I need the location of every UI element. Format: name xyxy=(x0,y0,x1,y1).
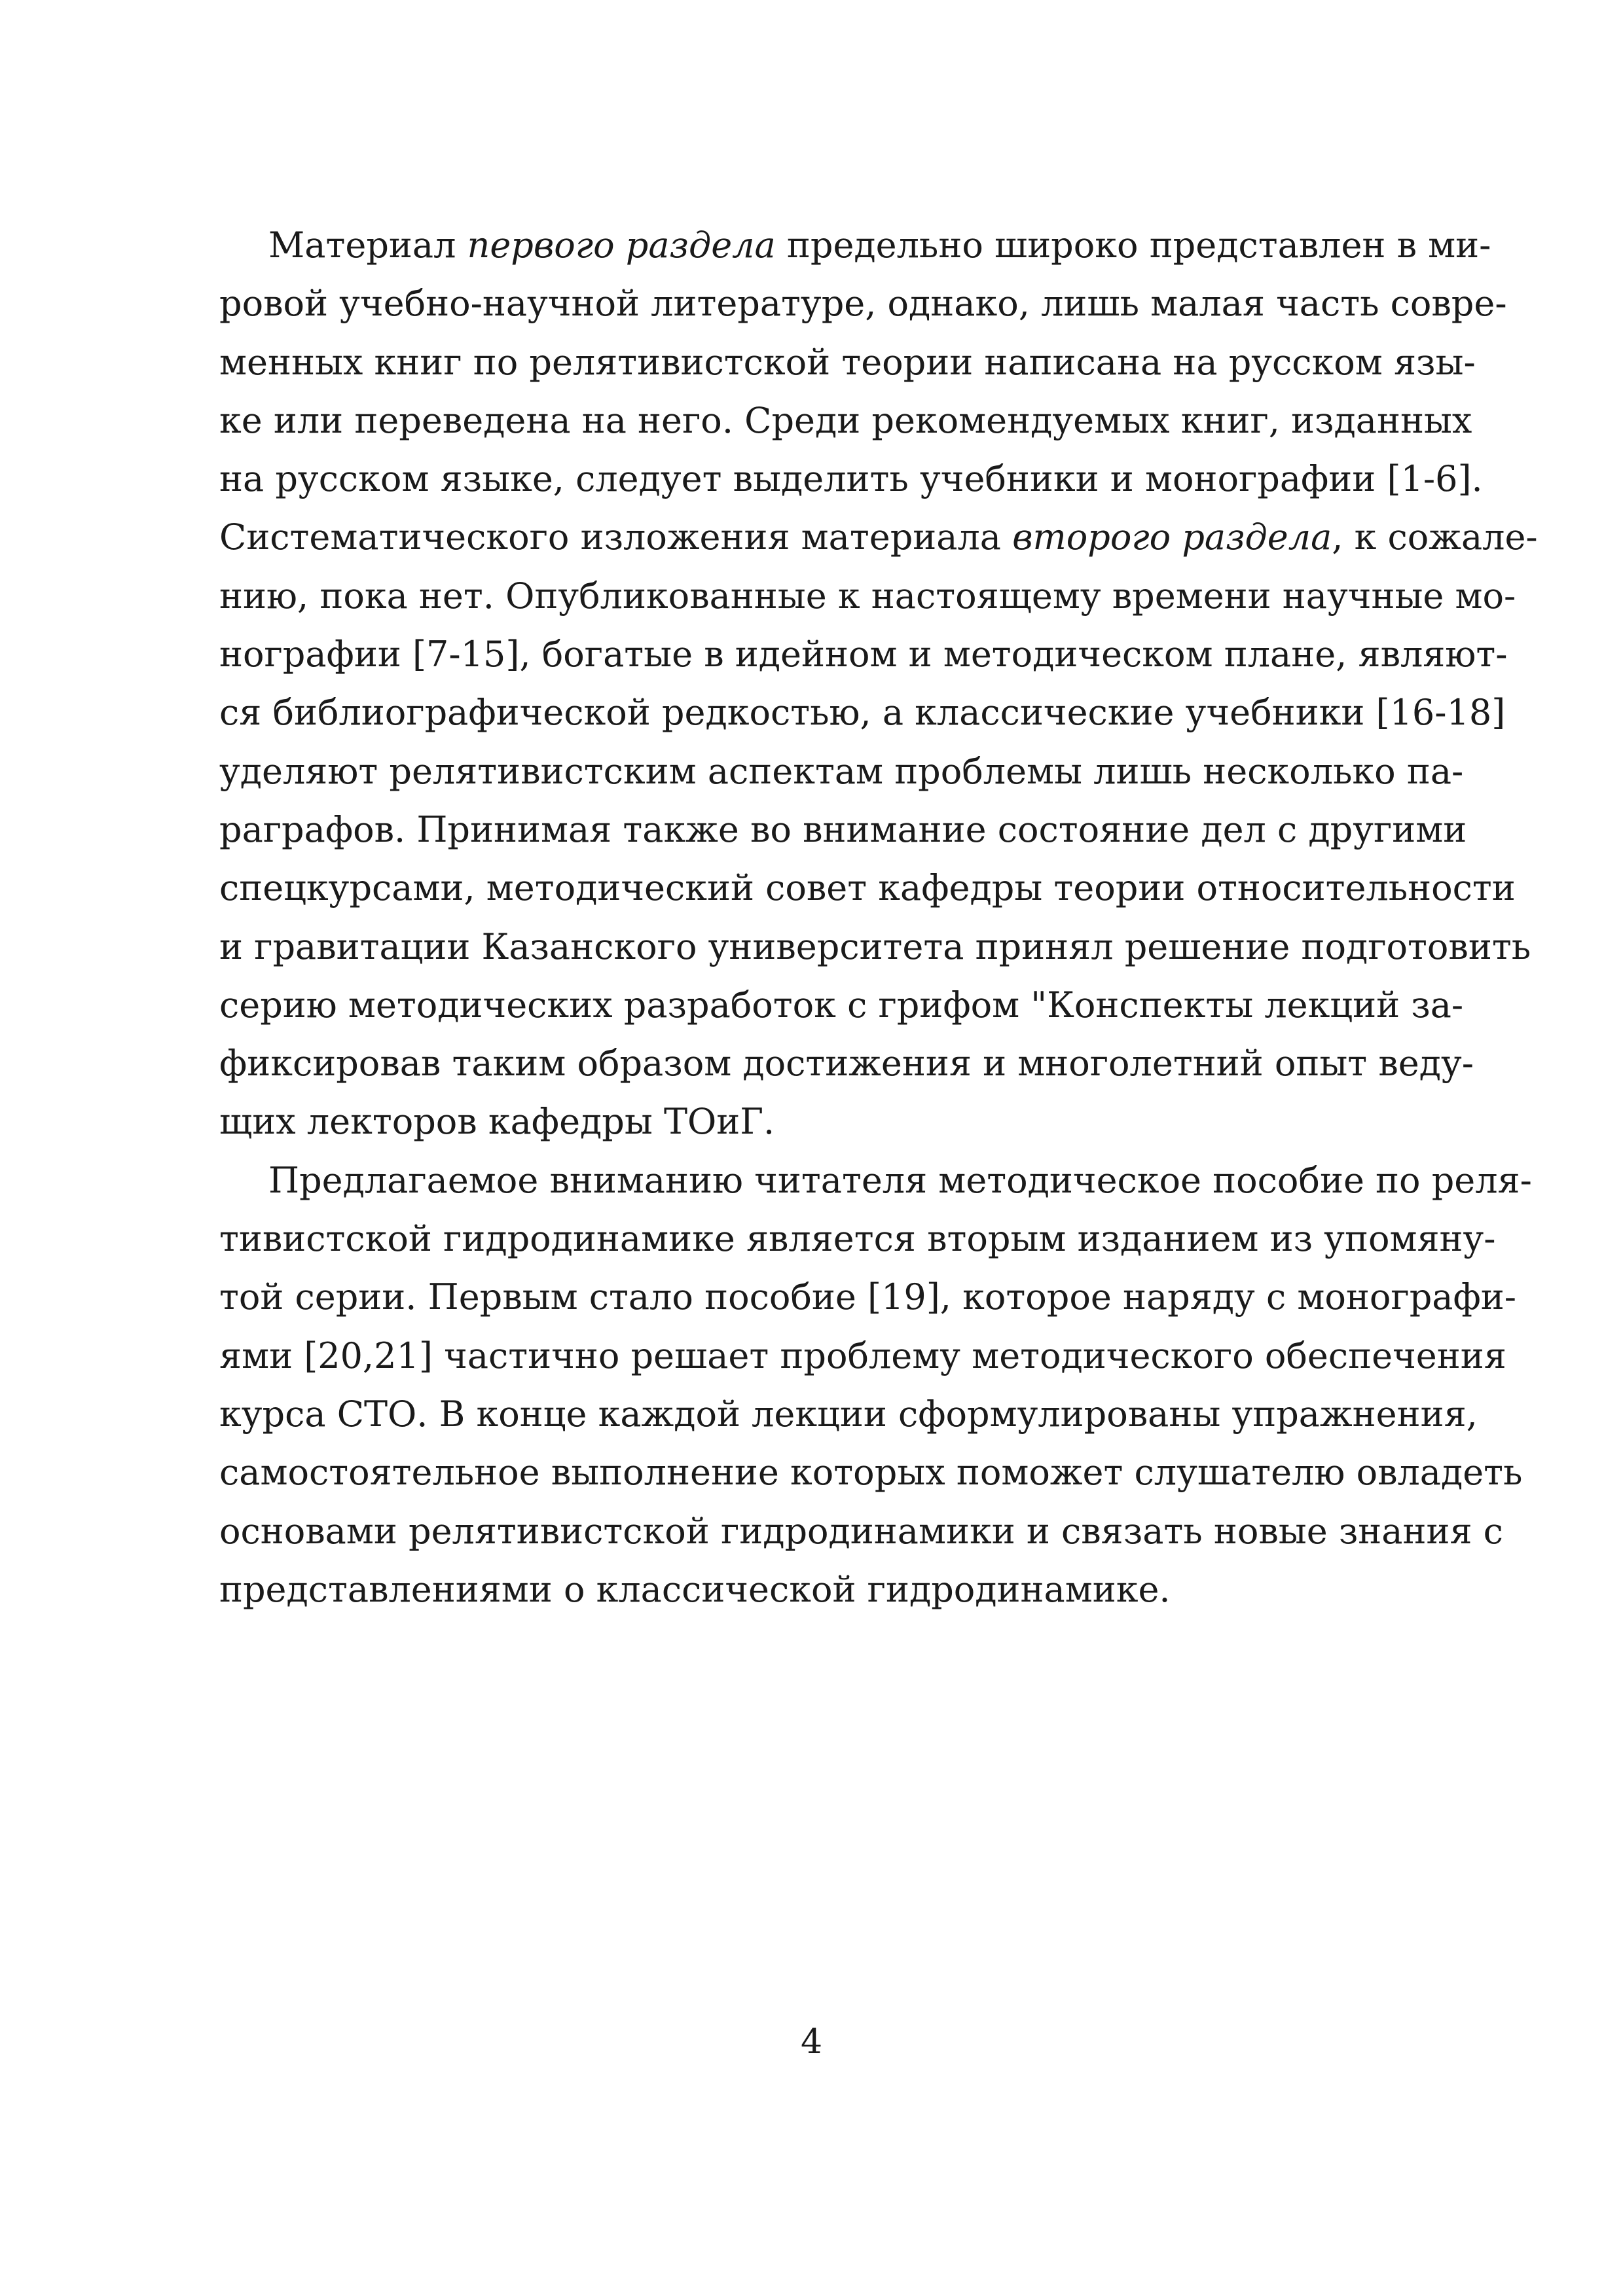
text-line: ями [20,21] частично решает проблему методического обеспечения xyxy=(219,1335,1506,1376)
text-line: Систематического изложения материала второго раздела, к сожале- xyxy=(219,516,1538,558)
text-line: Предлагаемое вниманию читателя методическое пособие по реля- xyxy=(268,1159,1532,1201)
paragraph-2 xyxy=(219,1151,1532,1619)
text-line: тивистской гидродинамике является вторым изданием из упомяну- xyxy=(219,1218,1496,1260)
text-line: основами релятивистской гидродинамики и связать новые знания с xyxy=(219,1510,1503,1552)
body-text xyxy=(219,216,1538,1619)
text-line: и гравитации Казанского университета принял решение подготовить xyxy=(219,925,1531,967)
text-line: раграфов. Принимая также во внимание состояние дел с другими xyxy=(219,808,1467,850)
text-line: щих лекторов кафедры ТОиГ. xyxy=(219,1101,775,1143)
text-line: на русском языке, следует выделить учебники и монографии [1-6]. xyxy=(219,458,1483,500)
text-line: нографии [7-15], богатые в идейном и методическом плане, являют- xyxy=(219,634,1508,675)
text-line: ровой учебно-научной литературе, однако, лишь малая часть совре- xyxy=(219,283,1507,325)
text-line: той серии. Первым стало пособие [19], которое наряду с монографи- xyxy=(219,1276,1516,1318)
text-line: спецкурсами, методический совет кафедры теории относительности xyxy=(219,867,1516,909)
text-line: представлениями о классической гидродинамике. xyxy=(219,1568,1171,1610)
text-line: нию, пока нет. Опубликованные к настоящему времени научные мо- xyxy=(219,575,1516,617)
page-number: 4 xyxy=(800,2022,823,2062)
text-line: ке или переведена на него. Среди рекомендуемых книг, изданных xyxy=(219,399,1472,441)
text-line: фиксировав таким образом достижения и многолетний опыт веду- xyxy=(219,1043,1474,1085)
emphasis-second-section: второго раздела xyxy=(1012,516,1332,558)
text-line: менных книг по релятивистской теории написана на русском язы- xyxy=(219,341,1476,383)
text-line: Материал первого раздела предельно широко представлен в ми- xyxy=(268,224,1491,266)
text-line: серию методических разработок с грифом "Конспекты лекций за- xyxy=(219,984,1464,1026)
emphasis-first-section: первого раздела xyxy=(467,224,776,266)
paragraph-1 xyxy=(219,216,1538,1151)
text-line: самостоятельное выполнение которых поможет слушателю овладеть xyxy=(219,1452,1523,1494)
text-line: курса СТО. В конце каждой лекции сформулированы упражнения, xyxy=(219,1393,1478,1435)
text-line: ся библиографической редкостью, а классические учебники [16-18] xyxy=(219,692,1506,734)
text-line: уделяют релятивистским аспектам проблемы лишь несколько па- xyxy=(219,750,1464,792)
